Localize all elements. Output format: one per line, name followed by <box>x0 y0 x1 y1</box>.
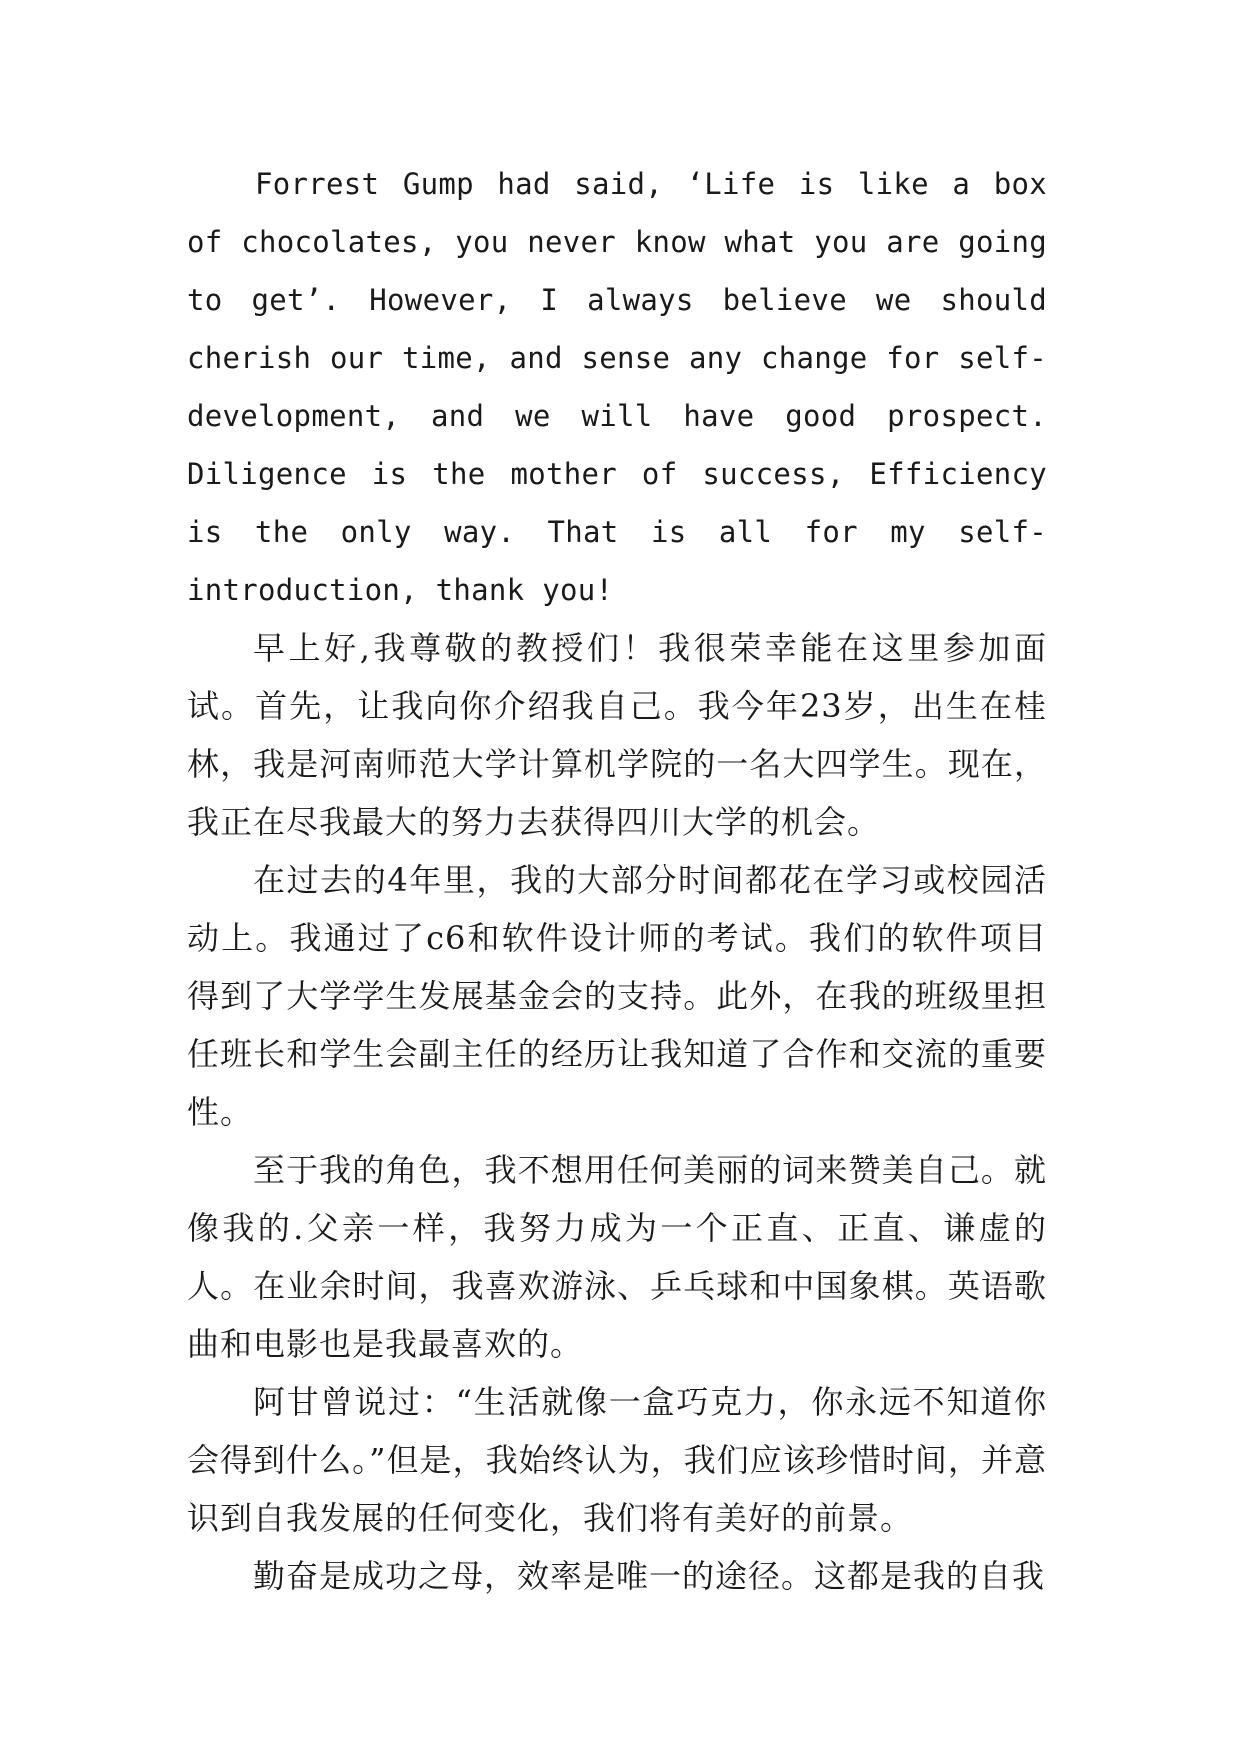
paragraph-greeting: 早上好,我尊敬的教授们！我很荣幸能在这里参加面试。首先，让我向你介绍我自己。我今年23岁，出生在桂林，我是河南师范大学计算机学院的一名大四学生。现在，我正在尽我最大的努力去获得四川大学的机会。 <box>187 629 1047 841</box>
document-body <box>187 155 1047 1605</box>
paragraph-character: 至于我的角色，我不想用任何美丽的词来赞美自己。就像我的.父亲一样，我努力成为一个正直、正直、谦虚的人。在业余时间，我喜欢游泳、乒乓球和中国象棋。英语歌曲和电影也是我最喜欢的。 <box>187 1151 1047 1363</box>
paragraph-english-quote: Forrest Gump had said, ‘Life is like a box of chocolates, you never know what you are going to get’. However, I always believe we should cherish our time, and sense any change for self-development, and we will have good prospect. Diligence is the mother of success, Efficiency is the only way. That is all for my self-introduction, thank you! <box>187 167 1047 607</box>
paragraph-forrest-gump: 阿甘曾说过：“生活就像一盒巧克力，你永远不知道你会得到什么。”但是，我始终认为，我们应该珍惜时间，并意识到自我发展的任何变化，我们将有美好的前景。 <box>187 1383 1047 1537</box>
paragraph-past-years: 在过去的4年里，我的大部分时间都花在学习或校园活动上。我通过了c6和软件设计师的考试。我们的软件项目得到了大学学生发展基金会的支持。此外，在我的班级里担任班长和学生会副主任的经历让我知道了合作和交流的重要性。 <box>187 861 1047 1131</box>
paragraph-diligence: 勤奋是成功之母，效率是唯一的途径。这都是我的自我 <box>253 1557 1046 1595</box>
